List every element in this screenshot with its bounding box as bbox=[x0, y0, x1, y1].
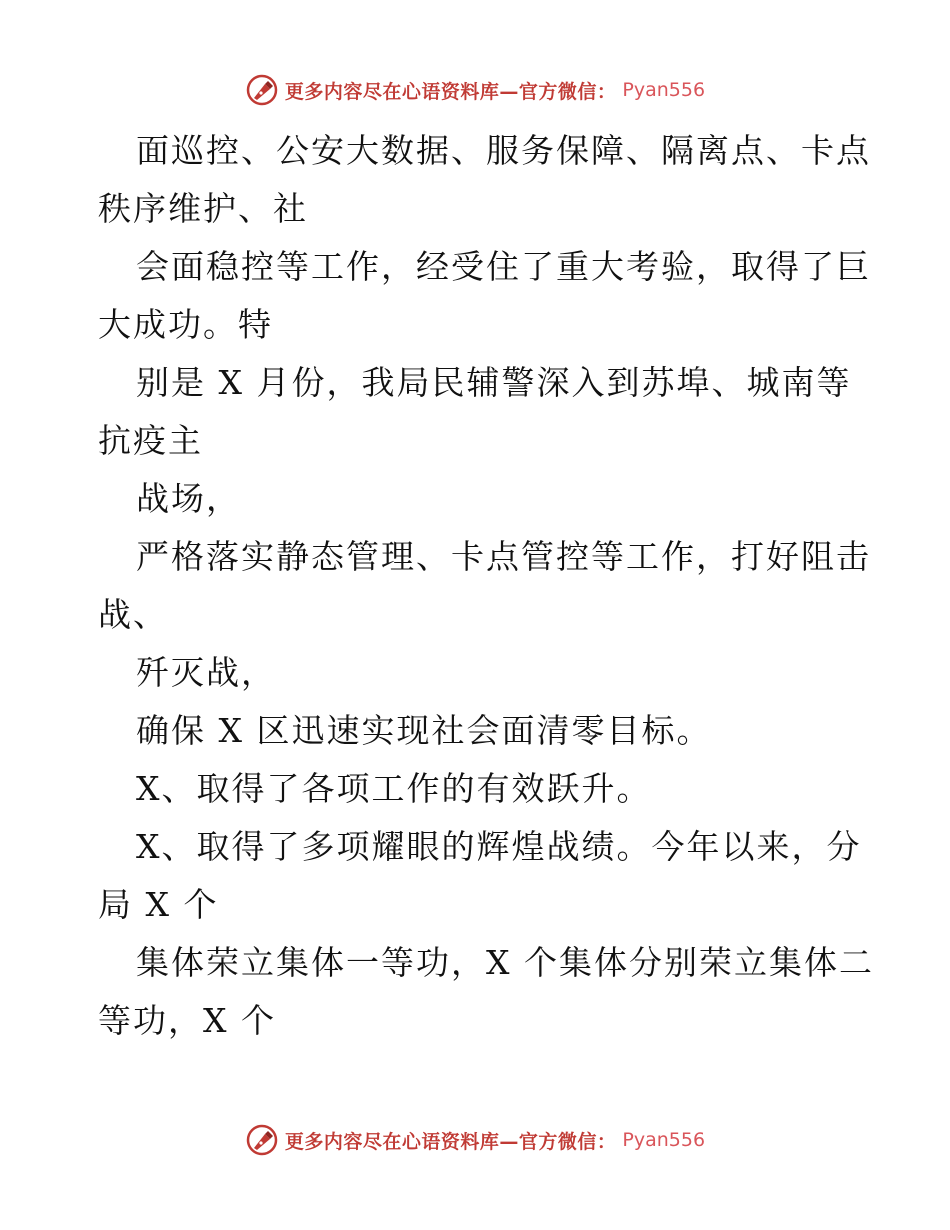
pen-nib-logo-icon bbox=[245, 1123, 279, 1157]
body-line: 严格落实静态管理、卡点管控等工作，打好阻击 bbox=[136, 537, 871, 576]
header-banner bbox=[0, 70, 950, 110]
body-line: 大成功。特 bbox=[98, 305, 273, 344]
header-banner-contact: Pyan556 bbox=[622, 79, 706, 101]
body-line: 别是 X 月份，我局民辅警深入到苏埠、城南等 bbox=[136, 363, 852, 402]
footer-banner bbox=[0, 1120, 950, 1160]
pen-nib-logo-icon bbox=[245, 73, 279, 107]
header-banner-text: 更多内容尽在心语资料库—官方微信： bbox=[284, 80, 617, 103]
body-line: 等功，X 个 bbox=[98, 1001, 276, 1040]
body-line: 会面稳控等工作，经受住了重大考验，取得了巨 bbox=[136, 247, 871, 286]
body-line: 集体荣立集体一等功，X 个集体分别荣立集体二 bbox=[136, 943, 874, 982]
body-line: 确保 X 区迅速实现社会面清零目标。 bbox=[136, 711, 712, 750]
body-line: 面巡控、公安大数据、服务保障、隔离点、卡点 bbox=[136, 131, 871, 170]
body-line: 局 X 个 bbox=[98, 885, 219, 924]
document-body bbox=[98, 122, 874, 1050]
body-line: X、取得了多项耀眼的辉煌战绩。今年以来，分 bbox=[136, 827, 862, 866]
body-line: 战、 bbox=[98, 595, 168, 634]
footer-banner-contact: Pyan556 bbox=[622, 1129, 706, 1151]
body-line: 歼灭战， bbox=[136, 653, 276, 692]
body-line: 战场， bbox=[136, 479, 241, 518]
body-line: X、取得了各项工作的有效跃升。 bbox=[136, 769, 652, 808]
body-line: 秩序维护、社 bbox=[98, 189, 308, 228]
body-line: 抗疫主 bbox=[98, 421, 203, 460]
footer-banner-text: 更多内容尽在心语资料库—官方微信： bbox=[284, 1130, 617, 1153]
